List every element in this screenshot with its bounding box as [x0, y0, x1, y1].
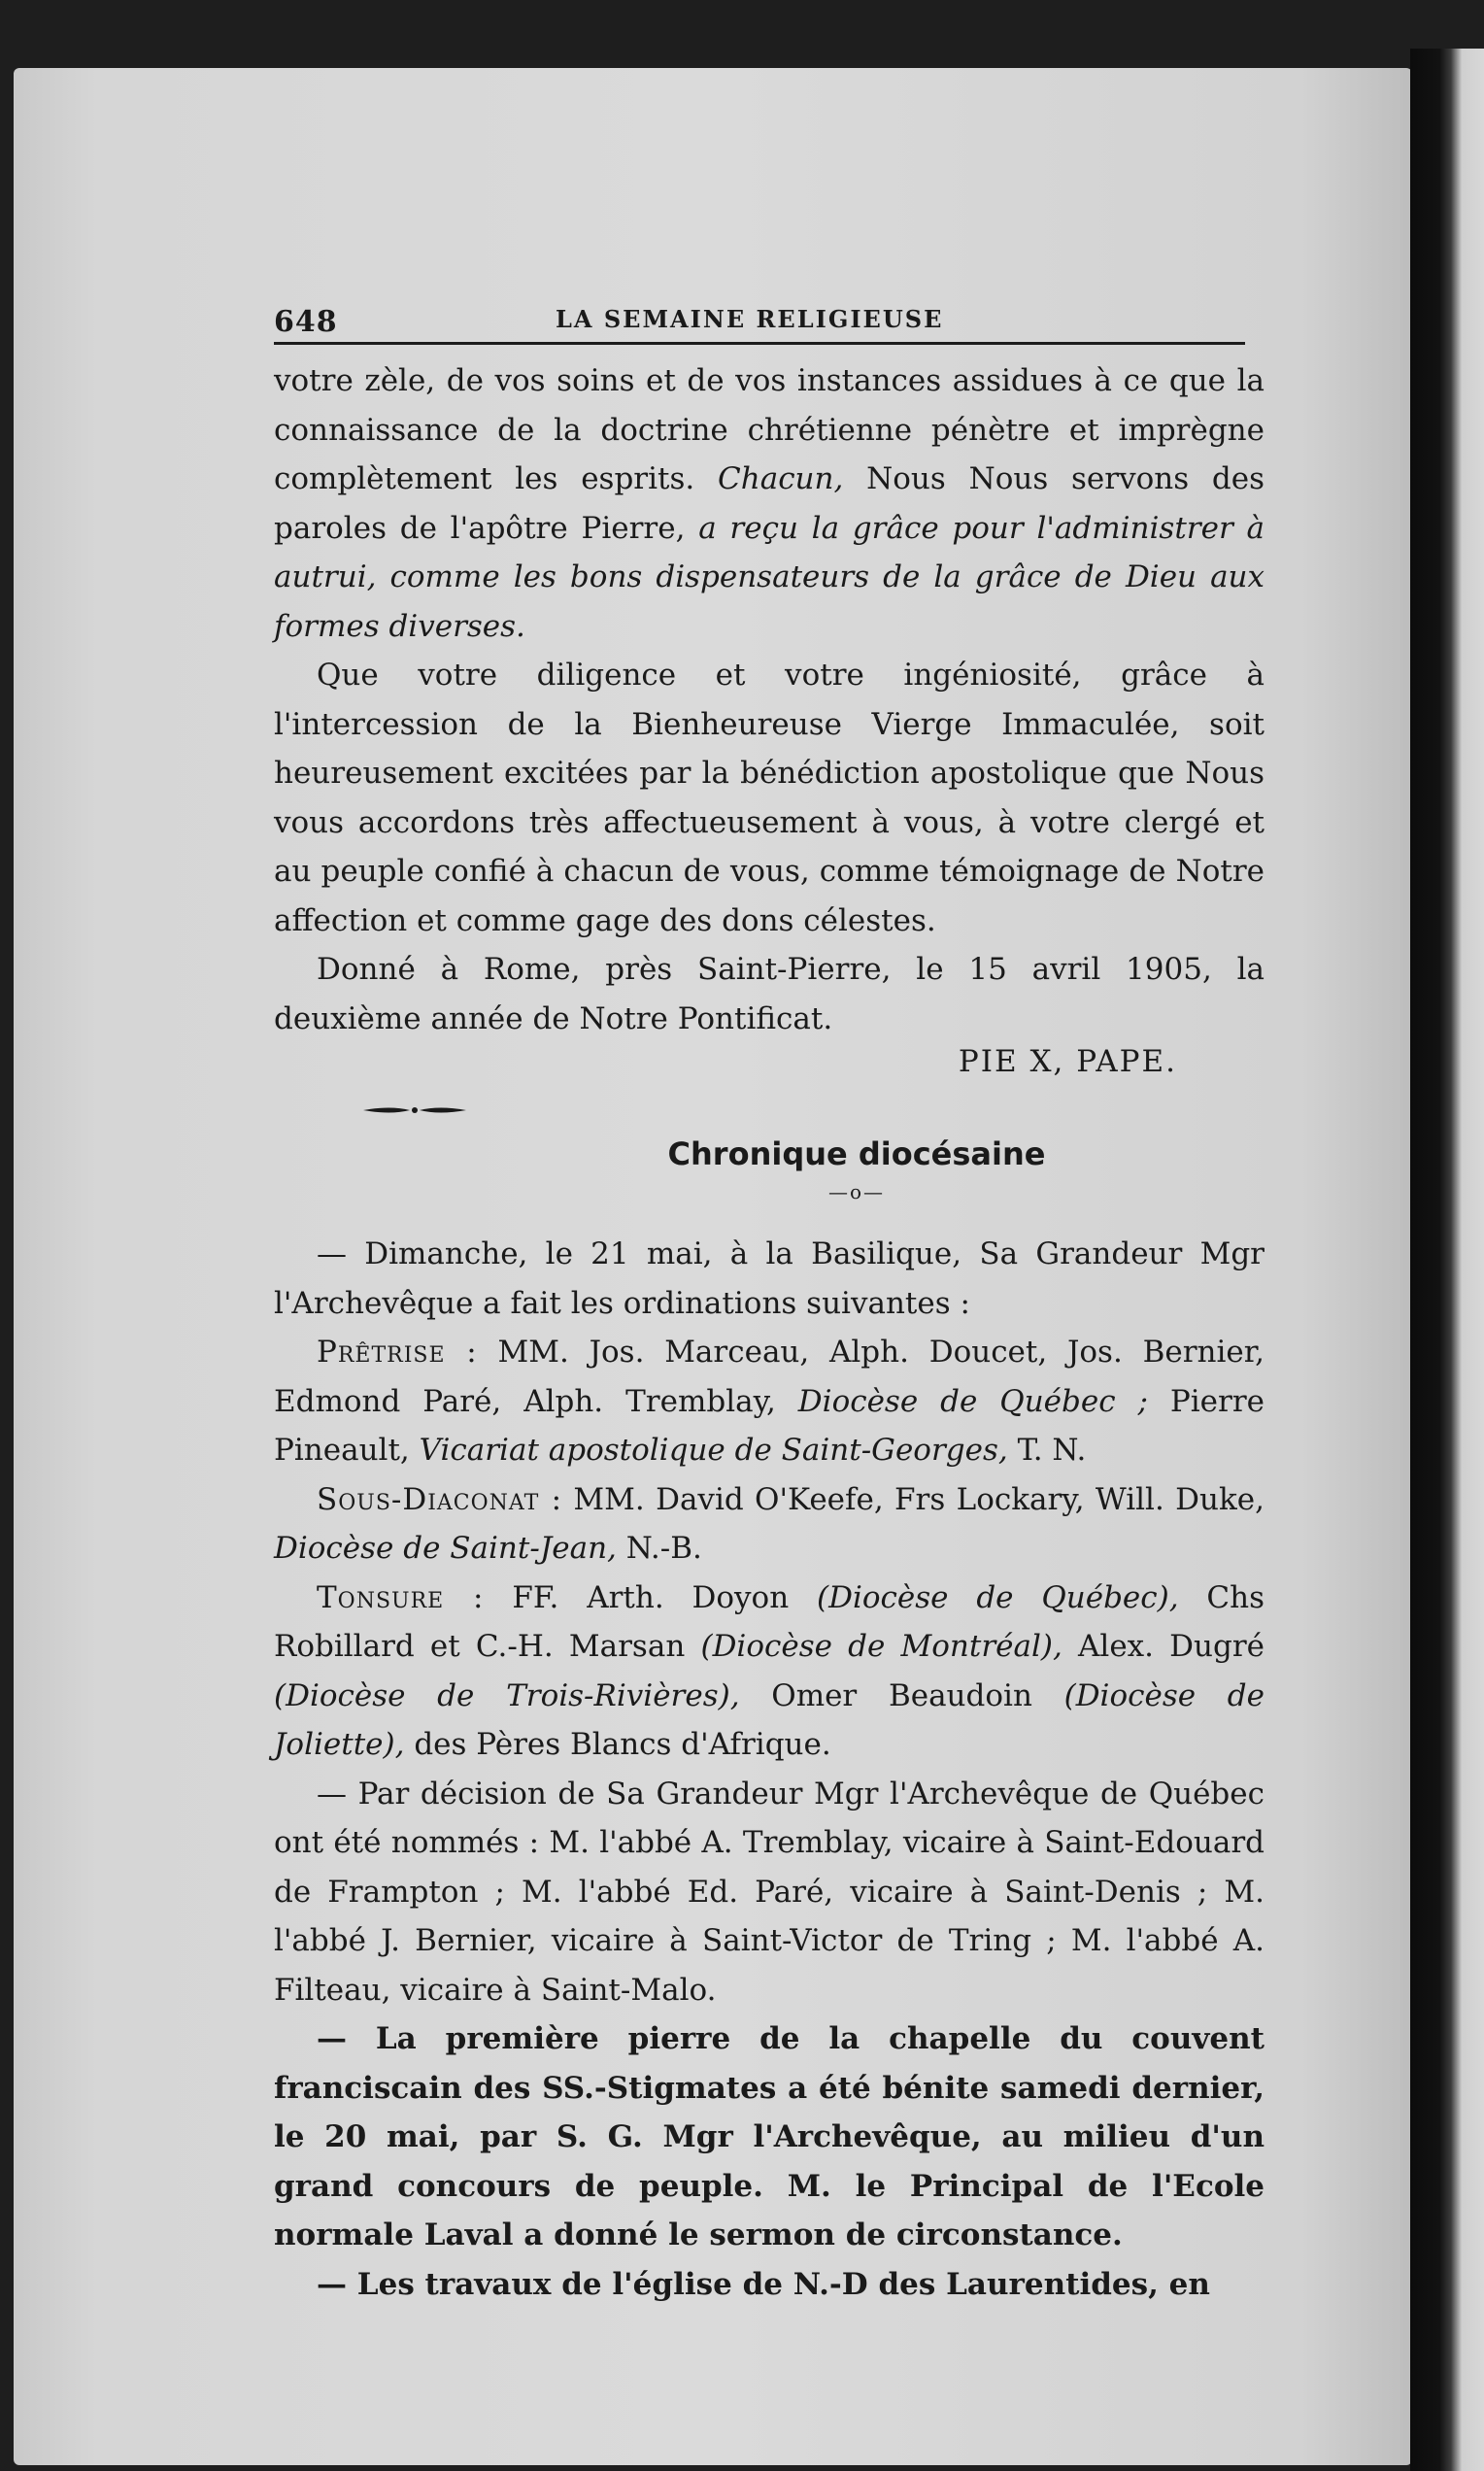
italic-run: Diocèse de Saint-Jean, [274, 1531, 617, 1566]
text-run: Pierre Pineault, [274, 1383, 1265, 1468]
entry-label: Tonsure : [317, 1579, 485, 1615]
chronicle-entry-cornerstone: — La première pierre de la chapelle du couvent franciscain des SS.-Stigmates a été bénite samedi dernier, le 20 mai, par S. G. Mgr l'Archevêque, au milieu d'un grand concours de peuple. M. le Principal de l'Ecole normale Laval a donné le sermon de circonstance. [274, 2021, 1265, 2252]
header-rule [274, 342, 1245, 345]
chronicle-entry-church-works: — Les travaux de l'église de N.-D des Laurentides, en [317, 2266, 1210, 2302]
page-header [274, 291, 1265, 340]
entry-label: Prêtrise : [317, 1335, 478, 1370]
letter-paragraph-2: Que votre diligence et votre ingéniosité, grâce à l'intercession de la Bienheureuse Vierge Immaculée, soit heureusement excitées par la bénédiction apostolique que Nous vous accordons très affectueusement à vous, à votre clergé et au peuple confié à chacun de vous, comme témoignage de Notre affection et comme gage des dons célestes. [274, 658, 1265, 938]
letter-paragraph-3: Donné à Rome, près Saint-Pierre, le 15 avril 1905, la deuxième année de Notre Pontificat. [274, 952, 1265, 1036]
chronicle-entry-subdiaconate [274, 1475, 1265, 1574]
text-run: N.-B. [616, 1531, 702, 1566]
chronicle-entry-tonsure [274, 1574, 1265, 1770]
chronicle-entry-1: — Dimanche, le 21 mai, à la Basilique, Sa Grandeur Mgr l'Archevêque a fait les ordinations suivantes : [274, 1236, 1265, 1321]
text-run: des Pères Blancs d'Afrique. [404, 1727, 831, 1762]
signature: PIE X, PAPE. [958, 1044, 1177, 1079]
chronicle-entry-priesthood [274, 1328, 1265, 1475]
running-title: LA SEMAINE RELIGIEUSE [556, 305, 944, 333]
italic-run: Vicariat apostolique de Saint-Georges, [419, 1433, 1008, 1468]
italic-run: (Diocèse de Joliette), [274, 1677, 1265, 1762]
italic-quote: a reçu la grâce pour l'administrer à autrui, comme les bons dispensateurs de la grâce de Dieu aux formes diverses. [274, 510, 1265, 644]
small-divider: —o— [827, 1180, 886, 1203]
text-run: votre zèle, de vos soins et de vos instances assidues à ce que la connaissance de la doctrine chrétienne pénètre et imprègne complètement les esprits. [274, 363, 1265, 496]
italic-run: (Diocèse de Montréal), [700, 1629, 1062, 1664]
italic-run: (Diocèse de Québec), [817, 1579, 1179, 1615]
text-run: MM. David O'Keefe, Frs Lockary, Will. Duke, [562, 1481, 1265, 1517]
text-run: Omer Beaudoin [739, 1677, 1064, 1713]
adjacent-page-edge [1410, 49, 1484, 2471]
text-run: Chs Robillard et C.-H. Marsan [274, 1579, 1265, 1664]
page-number: 648 [274, 305, 338, 339]
section-title: Chronique diocésaine [667, 1135, 1046, 1172]
text-run: Nous Nous servons des paroles de l'apôtre Pierre, [274, 461, 1265, 546]
italic-run: (Diocèse de Trois-Rivières), [274, 1677, 740, 1713]
italic-run: Diocèse de Québec ; [797, 1383, 1148, 1419]
ornament-divider [361, 1103, 468, 1117]
page-text [274, 291, 1265, 2309]
text-run: MM. Jos. Marceau, Alph. Doucet, Jos. Bernier, Edmond Paré, Alph. Tremblay, [274, 1335, 1265, 1419]
text-run: FF. Arth. Doyon [484, 1579, 817, 1615]
chronicle-entry-appointments: — Par décision de Sa Grandeur Mgr l'Archevêque de Québec ont été nommés : M. l'abbé A. Tremblay, vicaire à Saint-Edouard de Frampton ; M. l'abbé Ed. Paré, vicaire à Saint-Denis ; M. l'abbé J. Bernier, vicaire à Saint-Victor de Tring ; M. l'abbé A. Filteau, vicaire à Saint-Malo. [274, 1776, 1265, 2008]
letter-paragraph-1 [274, 356, 1265, 651]
italic-run: Chacun, [718, 461, 844, 496]
entry-label: Sous-Diaconat : [317, 1481, 563, 1517]
text-run: T. N. [1007, 1433, 1087, 1468]
text-run: Alex. Dugré [1062, 1629, 1265, 1664]
